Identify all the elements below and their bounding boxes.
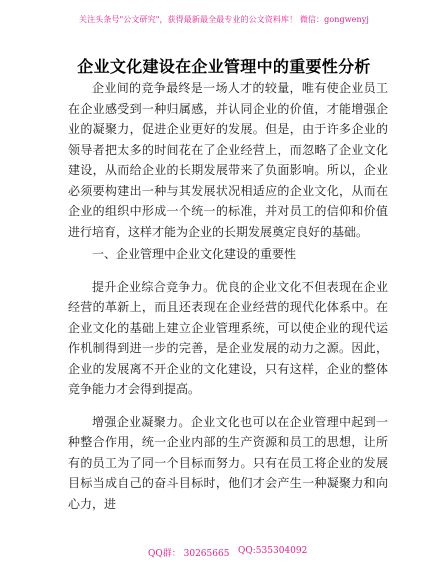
intro-paragraph: 企业间的竞争最终是一场人才的较量，唯有使企业员工在企业感受到一种归属感，并认同企业的价值，才能增强企业的凝聚力，促进企业更好的发展。但是，由于许多企业的领导者把太多的时间花在了企业经营上，而忽略了企业文化建设，从而给企业的长期发展带来了负面影响。所以，企业必须要构建出一种与其发展状况相适应的企业文化，从而在企业的组织中形成一个统一的标准，并对员工的信仰和价值进行培育，这样才能为企业的长期发展奠定良好的基础。 — [68, 81, 388, 239]
promo-banner: 关注头条号"公文研究"，获得最新最全最专业的公文资料库！ 微信：gongwenyj — [79, 15, 369, 24]
document-title: 企业文化建设在企业管理中的重要性分析 — [77, 57, 371, 76]
cohesion-paragraph: 增强企业凝聚力。企业文化也可以在企业管理中起到一种整合作用，统一企业内部的生产资源和员工的思想，让所有的员工为了同一个目标而努力。只有在员工将企业的发展目标当成自己的奋斗目标时，他们才会产生一种凝聚力和向心力，进 — [68, 414, 388, 511]
footer-qq: QQ:535304092 — [238, 546, 308, 556]
competitiveness-paragraph: 提升企业综合竞争力。优良的企业文化不但表现在企业经营的革新上，而且还表现在企业经营的现代化体系中。在企业文化的基础上建立企业管理系统，可以使企业的现代运作机制得到进一步的完善，是企业发展的动力之源。因此，企业的发展离不开企业的文化建设，只有这样，企业的整体竞争能力才会得到提高。 — [68, 279, 388, 396]
document-body — [68, 78, 388, 514]
footer-qq-group: QQ群： 30265665 — [148, 549, 230, 559]
section-heading: 一、企业管理中企业文化建设的重要性 — [92, 247, 297, 261]
